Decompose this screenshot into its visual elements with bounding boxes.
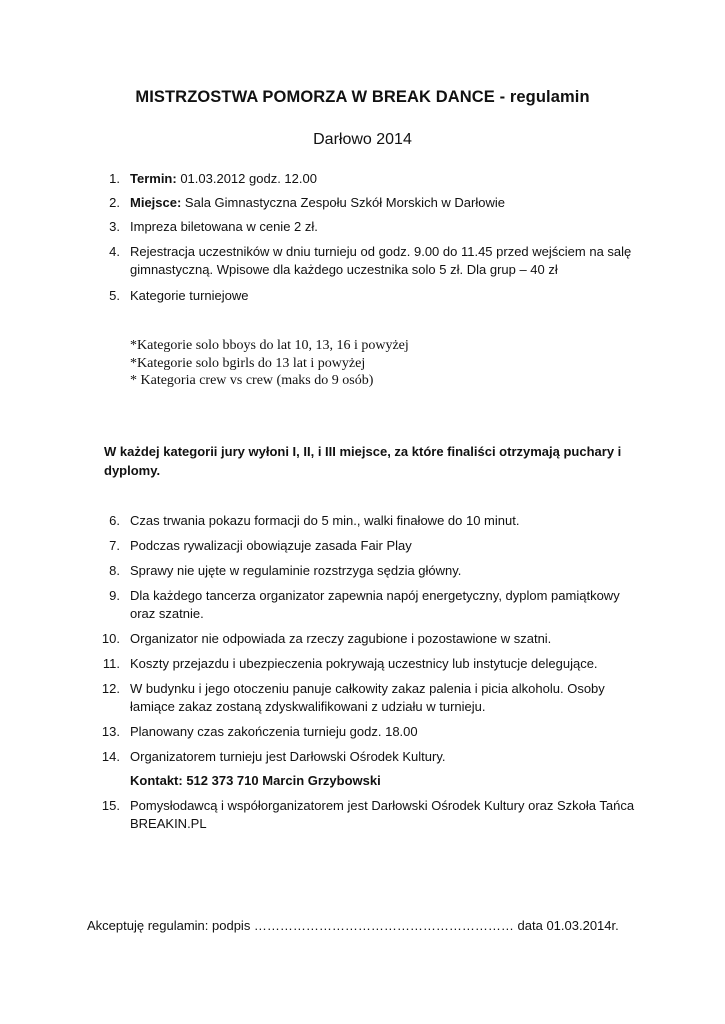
item-text: Czas trwania pokazu formacji do 5 min., walki finałowe do 10 minut. [130, 513, 520, 528]
item-number: 14. [101, 749, 120, 764]
item-number: 7. [109, 538, 120, 553]
item-number: 1. [109, 171, 120, 186]
item-number: 4. [109, 244, 120, 259]
item-number: 15. [101, 798, 120, 813]
item-number: 9. [109, 588, 120, 603]
item-text: Planowany czas zakończenia turnieju godz. 18.00 [130, 724, 418, 739]
category-line: *Kategorie solo bgirls do 13 lat i powyżej [130, 355, 366, 371]
item-text: Organizator nie odpowiada za rzeczy zagubione i pozostawione w szatni. [130, 631, 552, 646]
categories-block [130, 337, 530, 390]
item-text: Sprawy nie ujęte w regulaminie rozstrzyga sędzia główny. [130, 563, 462, 578]
item-text: Dla każdego tancerza organizator zapewnia napój energetyczny, dyplom pamiątkowy oraz szatnie. [130, 588, 620, 621]
item-text: Impreza biletowana w cenie 2 zł. [130, 219, 318, 234]
item-text: Organizatorem turnieju jest Darłowski Ośrodek Kultury. [130, 749, 446, 764]
item-text: Koszty przejazdu i ubezpieczenia pokrywają uczestnicy lub instytucje delegujące. [130, 656, 598, 671]
document-title: MISTRZOSTWA POMORZA W BREAK DANCE - regulamin [135, 88, 590, 106]
item-number: 10. [101, 631, 120, 646]
item-text: Pomysłodawcą i współorganizatorem jest Darłowski Ośrodek Kultury oraz Szkoła Tańca BREAKIN.PL [130, 798, 635, 831]
item-number: 8. [109, 563, 120, 578]
document-subtitle: Darłowo 2014 [313, 131, 412, 148]
item-text [130, 194, 645, 212]
item-value: 01.03.2012 godz. 12.00 [176, 171, 317, 186]
item-text [130, 170, 645, 188]
category-line: *Kategorie solo bboys do lat 10, 13, 16 i powyżej [130, 338, 409, 353]
item-number: 12. [101, 681, 120, 696]
item-text: Podczas rywalizacji obowiązuje zasada Fair Play [130, 538, 412, 553]
item-text: Kategorie turniejowe [130, 288, 249, 303]
item-number: 13. [101, 724, 120, 739]
item-text: W budynku i jego otoczeniu panuje całkowity zakaz palenia i picia alkoholu. Osoby łamiące zakaz zostaną zdyskwalifikowani z udziału w turnieju. [130, 681, 605, 714]
item-number: 6. [109, 513, 120, 528]
item-value: Sala Gimnastyczna Zespołu Szkół Morskich w Darłowie [181, 195, 505, 210]
item-label: Miejsce: [130, 195, 182, 210]
acceptance-line: Akceptuję regulamin: podpis …………………………………………………… data 01.03.2014r. [87, 918, 619, 933]
item-number: 11. [102, 656, 120, 671]
category-line: * Kategoria crew vs crew (maks do 9 osób) [130, 373, 374, 388]
item-number: 2. [109, 195, 120, 210]
jury-note: W każdej kategorii jury wyłoni I, II, i III miejsce, za które finaliści otrzymają puchary i dyplomy. [104, 444, 622, 478]
item-number: 5. [109, 288, 120, 303]
contact-info: Kontakt: 512 373 710 Marcin Grzybowski [130, 773, 381, 788]
item-label: Termin: [130, 171, 177, 186]
item-number: 3. [109, 219, 120, 234]
item-text: Rejestracja uczestników w dniu turnieju od godz. 9.00 do 11.45 przed wejściem na salę gimnastyczną. Wpisowe dla każdego uczestnika solo 5 zł. Dla grup – 40 zł [130, 244, 632, 277]
